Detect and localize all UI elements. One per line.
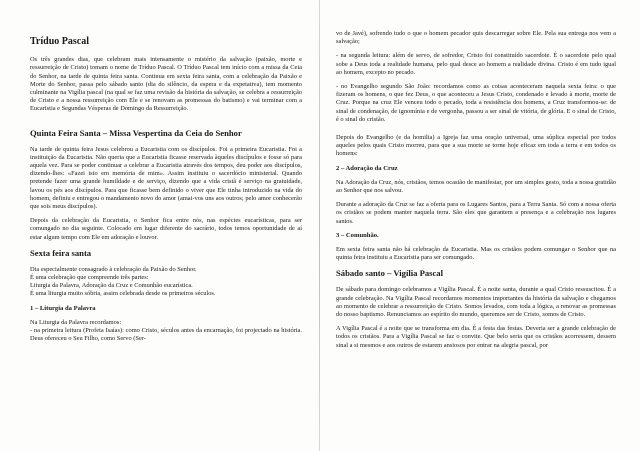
sexta-line-1: Dia especialmente consagrado à celebração da Paixão do Senhor. xyxy=(30,265,197,273)
sexta-heading: Sexta feira santa xyxy=(30,247,92,258)
adoracao-paragraph-1: Na Adoração da Cruz, nós, cristãos, temos ocasião de manifestar, por um simples gesto, toda a nossa gratidão ao Senhor que nos salvou. xyxy=(336,178,616,195)
quinta-paragraph-2: Depois da celebração da Eucaristia, o Senhor fica entre nós, nas espécies eucarísticas, para ser comungado no dia seguinte. Colocado em lugar diferente do sacrário, todos temos oportunidade de aí estar algum tempo com Ele em adoração e louvor. xyxy=(30,217,302,241)
left-page xyxy=(30,0,302,451)
doc-title: Tríduo Pascal xyxy=(30,36,89,47)
sexta-line-2: É uma celebração que compreende três partes: xyxy=(30,274,149,282)
adoracao-heading: 2 – Adoração da Cruz xyxy=(336,164,398,172)
quinta-paragraph-1: Na tarde de quinta feira Jesus celebrou a Eucaristia com os discípulos. Foi a primeira Eucaristia. Foi a instituição da Eucaristia. Não queria que a Eucaristia ficasse reservada àqueles discípulos e fosse só para aquela vez. Para se poder continuar a celebrar a Eucaristia através dos tempos, deu poder aos discípulos, dizendo-lhes: «Fazei isto em memória de mim». Assim instituiu o sacerdócio ministerial. Quando pretende fazer uma grande humildade e de serviço, dizendo que a vida cristã é serviço na gratuidade, lavou os pés aos discípulos. Para que ficasse bem definido o viver que Ele tinha introduzido na vida do homem, definiu e entregou o mandamento novo do amor (amai-vos uns aos outros; pelo amor conhecerão que sois meus discípulos). xyxy=(30,145,302,211)
sabado-paragraph-1: De sábado para domingo celebramos a Vigília Pascal. É a noite santa, durante a qual Cristo ressuscitou. É a grande celebração. Na Vigília Pascal recordamos momentos importantes da história da salvação e chegamos ao momento de celebrar a ressurreição de Cristo. Somos levados, com toda a lógica, a renovar as promessas do nosso baptismo. Renunciamos ao espírito do mundo, queremos ser de Cristo, somos de Cristo. xyxy=(336,286,616,319)
sabado-paragraph-2: A Vigília Pascal é a noite que se transforma em dia. É a festa das festas. Deveria ser a grande celebração de todos os cristãos. Para a Vigília Pascal se faz o convite. Que belo seria que os cristãos acorressem, dessem sinal a si mesmos e aos outros de estarem ansiosos por entrar na alegria pascal, por xyxy=(336,325,616,349)
sabado-heading: Sábado santo – Vigília Pascal xyxy=(336,268,443,279)
cont-paragraph-1: vo de Javé), sofrendo tudo o que o homem pecador quis descarregar sobre Ele. Pela sua entrega nos vem a salvação; xyxy=(336,30,616,46)
right-page xyxy=(336,0,616,451)
intro-paragraph: Os três grandes dias, que celebram mais intensamente o mistério da salvação (paixão, morte e ressurreição de Cristo) tomam o nome de Tríduo Pascal. O Tríduo Pascal tem início com a missa da Ceia do Senhor, na tarde de quinta feira santa. Continua em sexta feira santa, com a celebração da Paixão e Morte do Senhor, passa pelo sábado santo (dia do silêncio, da espera e da expetativa), tem momento culminante na Vigília pascal (na qual se faz uma revisão da história da salvação, se celebra a ressurreição de Cristo e a nossa ressurreição com Ele e se renovam as promessas do batismo) e vai terminar com a Eucaristia e Segundas Vésperas de Domingo da Ressurreição. xyxy=(30,56,302,113)
comunhao-heading: 3 – Comunhão. xyxy=(336,231,379,239)
liturgia-line-2: - na primeira leitura (Profeta Isaías): como Cristo, séculos antes da encarnação, foi projectado na história. Deus ofereceu o Seu Filho, como Servo (Ser- xyxy=(30,327,302,343)
comunhao-paragraph: Em sexta feira santa não há celebração da Eucaristia. Mas os cristãos podem comungar o Senhor que na quinta feira instituiu a Eucaristia para ser comungado. xyxy=(336,246,616,262)
adoracao-paragraph-2: Durante a adoração da Cruz se faz a oferta para os Lugares Santos, para a Terra Santa. Só com a nossa oferta os cristãos se podem manter naquela terra. São eles que garantem a presença e a celebração nos lugares santos. xyxy=(336,201,616,225)
cont-paragraph-2: - na segunda leitura: além de servo, de sofredor, Cristo foi constituído sacerdote. É o sacerdote pelo qual sobe a Deus toda a realidade humana, pelo qual desce ao homem a realidade divina. Cristo é em tudo igual ao homem, excepto no pecado. xyxy=(336,52,616,76)
liturgia-line-1: Na Liturgia da Palavra recordamos: xyxy=(30,318,122,326)
cont-paragraph-4: Depois do Evangelho (e da homilia) a Igreja faz uma oração universal, uma súplica especial por todos aqueles pelos quais Cristo morreu, para que a sua morte se torne hoje eficaz em toda a terra e em todos os homens: xyxy=(336,134,616,158)
page-fold xyxy=(319,0,320,451)
liturgia-heading: 1 – Liturgia da Palavra xyxy=(30,304,96,312)
sexta-line-4: É uma liturgia muito sóbria, assim celebrada desde os primeiros séculos. xyxy=(30,290,216,298)
cont-paragraph-3: - no Evangelho segundo São João: recordamos como as coisas aconteceram naquela sexta feira: o que fizeram os homens, o que fez Deus, o que aconteceu a Jesus Cristo, condenado e levado à morte, morte de Cruz. Porque na cruz Ele venceu todo o pecado, toda a resistência dos homens, a Cruz transformou-se: de sinal de condenação, de ignomínia e de vergonha, passou a ser sinal de vitória, de glória. E o sinal de Cristo, é o sinal do cristão. xyxy=(336,83,616,123)
sexta-line-3: Liturgia da Palavra, Adoração da Cruz e Comunhão eucarística. xyxy=(30,282,193,290)
quinta-heading: Quinta Feira Santa – Missa Vespertina da Ceia do Senhor xyxy=(30,127,242,138)
